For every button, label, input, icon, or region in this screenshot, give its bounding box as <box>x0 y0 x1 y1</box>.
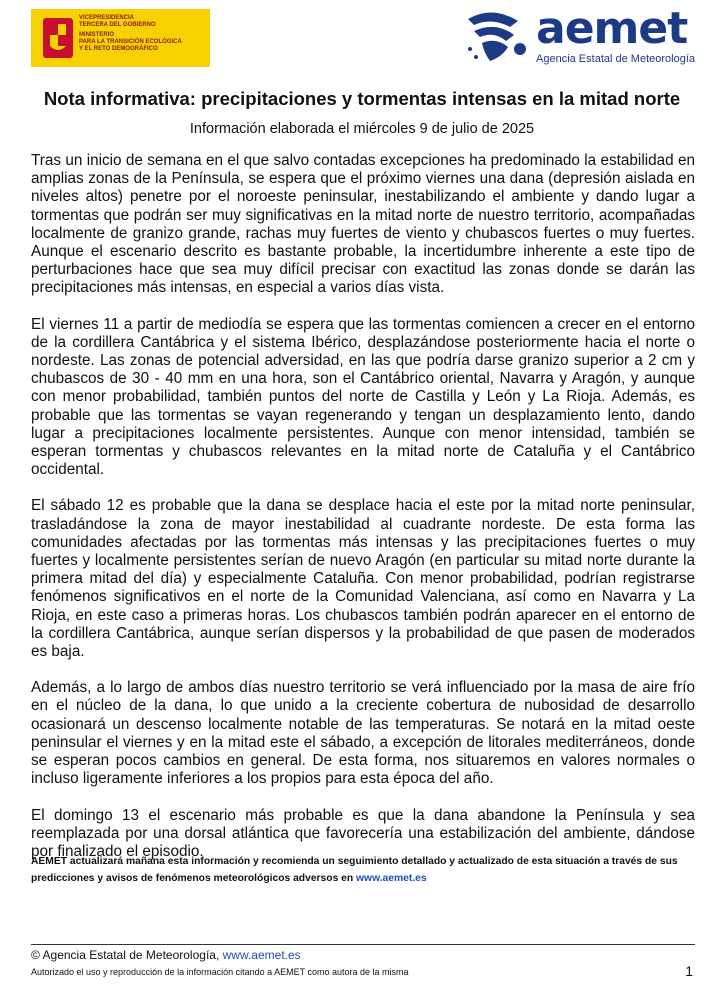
paragraph: Además, a lo largo de ambos días nuestro territorio se verá influenciado por la masa de aire frío en el núcleo de la dana, lo que unido a la creciente cobertura de nubosidad de desarrollo ocasionará un descenso localmente notable de las temperaturas. Se notará en la mitad oeste peninsular el viernes y en la mitad este el sábado, a excepción de litorales mediterráneos, donde se esperan pocos cambios en general. De esta forma, nos situaremos en valores normales o incluso ligeramente inferiores a los propios para esta época del año. <box>31 679 695 788</box>
aemet-logo-word: aemet <box>536 3 688 54</box>
update-notice-text: AEMET actualizará mañana esta información y recomienda un seguimiento detallado y actualizado de esta situación a través de sus predicciones y avisos de fenómenos meteorológicos adversos en <box>31 856 678 884</box>
government-logo-text: VICEPRESIDENCIA TERCERA DEL GOBIERNO MINISTERIO PARA LA TRANSICIÓN ECOLÓGICA Y EL RETO DEMOGRÁFICO <box>79 15 182 52</box>
footer-copyright <box>31 948 301 962</box>
aemet-logo-subtitle: Agencia Estatal de Meteorología <box>536 53 695 65</box>
update-notice <box>31 853 695 887</box>
document-title: Nota informativa: precipitaciones y tormentas intensas en la mitad norte <box>43 88 681 109</box>
paragraph: El viernes 11 a partir de mediodía se espera que las tormentas comiencen a crecer en el entorno de la cordillera Cantábrica y el sistema Ibérico, desplazándose posteriormente hacia el norte o nordeste. Las zonas de potencial adversidad, en las que podría darse granizo superior a 2 cm y chubascos de 30 - 40 mm en una hora, son el Cantábrico oriental, Navarra y Aragón, y aunque con menor probabilidad, también puntos del norte de Castilla y León y La Rioja. Además, es probable que las tormentas se vayan regenerando y tengan un desplazamiento lento, dando lugar a precipitaciones localmente persistentes. Aunque con menor intensidad, también se esperan tormentas y chubascos relevantes en la mitad norte de Cataluña y el Cantábrico occidental. <box>31 315 695 479</box>
paragraph: El sábado 12 es probable que la dana se desplace hacia el este por la mitad norte peninsular, trasladándose la zona de mayor inestabilidad al cuadrante nordeste. De esta forma las comunidades afectadas por las tormentas más intensas y las precipitaciones fuertes o muy fuertes y localmente persistentes serían de nuevo Aragón (en particular su mitad norte durante la primera mitad del día) y especialmente Cataluña. Con menor probabilidad, podrían registrarse fenómenos significativos en el norte de la Comunidad Valenciana, así como en Navarra y La Rioja, en este caso a primeras horas. Los chubascos también podrán aparecer en el entorno de la cordillera Cantábrica, aunque serían dispersos y la probabilidad de que pasen de moderados es baja. <box>31 497 695 661</box>
government-logo <box>31 9 210 67</box>
copyright-text: © Agencia Estatal de Meteorología, <box>31 948 223 962</box>
paragraph: Tras un inicio de semana en el que salvo contadas excepciones ha predominado la estabilidad en amplias zonas de la Península, se espera que el próximo viernes una dana (depresión aislada en niveles altos) penetre por el noroeste peninsular, inestabilizando el ambiente y dando lugar a tormentas que podrán ser muy significativas en la mitad norte de nuestro territorio, acompañadas localmente de granizo grande, rachas muy fuertes de viento y chubascos fuertes o muy fuertes. Aunque el escenario descrito es bastante probable, la incertidumbre inherente a este tipo de perturbaciones hace que sea muy difícil precisar con exactitud las zonas donde se darán las precipitaciones más intensas, en especial a varios días vista. <box>31 152 695 297</box>
footer-authorization: Autorizado el uso y reproducción de la información citando a AEMET como autora de la misma <box>31 967 409 977</box>
document-body <box>31 152 695 879</box>
page-number: 1 <box>685 963 693 979</box>
document-date: Información elaborada el miércoles 9 de julio de 2025 <box>189 121 535 137</box>
paragraph: El domingo 13 el escenario más probable es que la dana abandone la Península y sea reemplazada por una dorsal atlántica que favorecería una estabilización del ambiente, dándose por finalizado el episodio. <box>31 806 695 860</box>
coat-of-arms-icon <box>41 16 75 60</box>
footer-divider <box>31 944 695 945</box>
aemet-swirl-icon <box>462 9 532 69</box>
aemet-website-link[interactable]: www.aemet.es <box>356 873 427 884</box>
footer-website-link[interactable]: www.aemet.es <box>222 948 301 962</box>
aemet-logo <box>462 3 698 69</box>
